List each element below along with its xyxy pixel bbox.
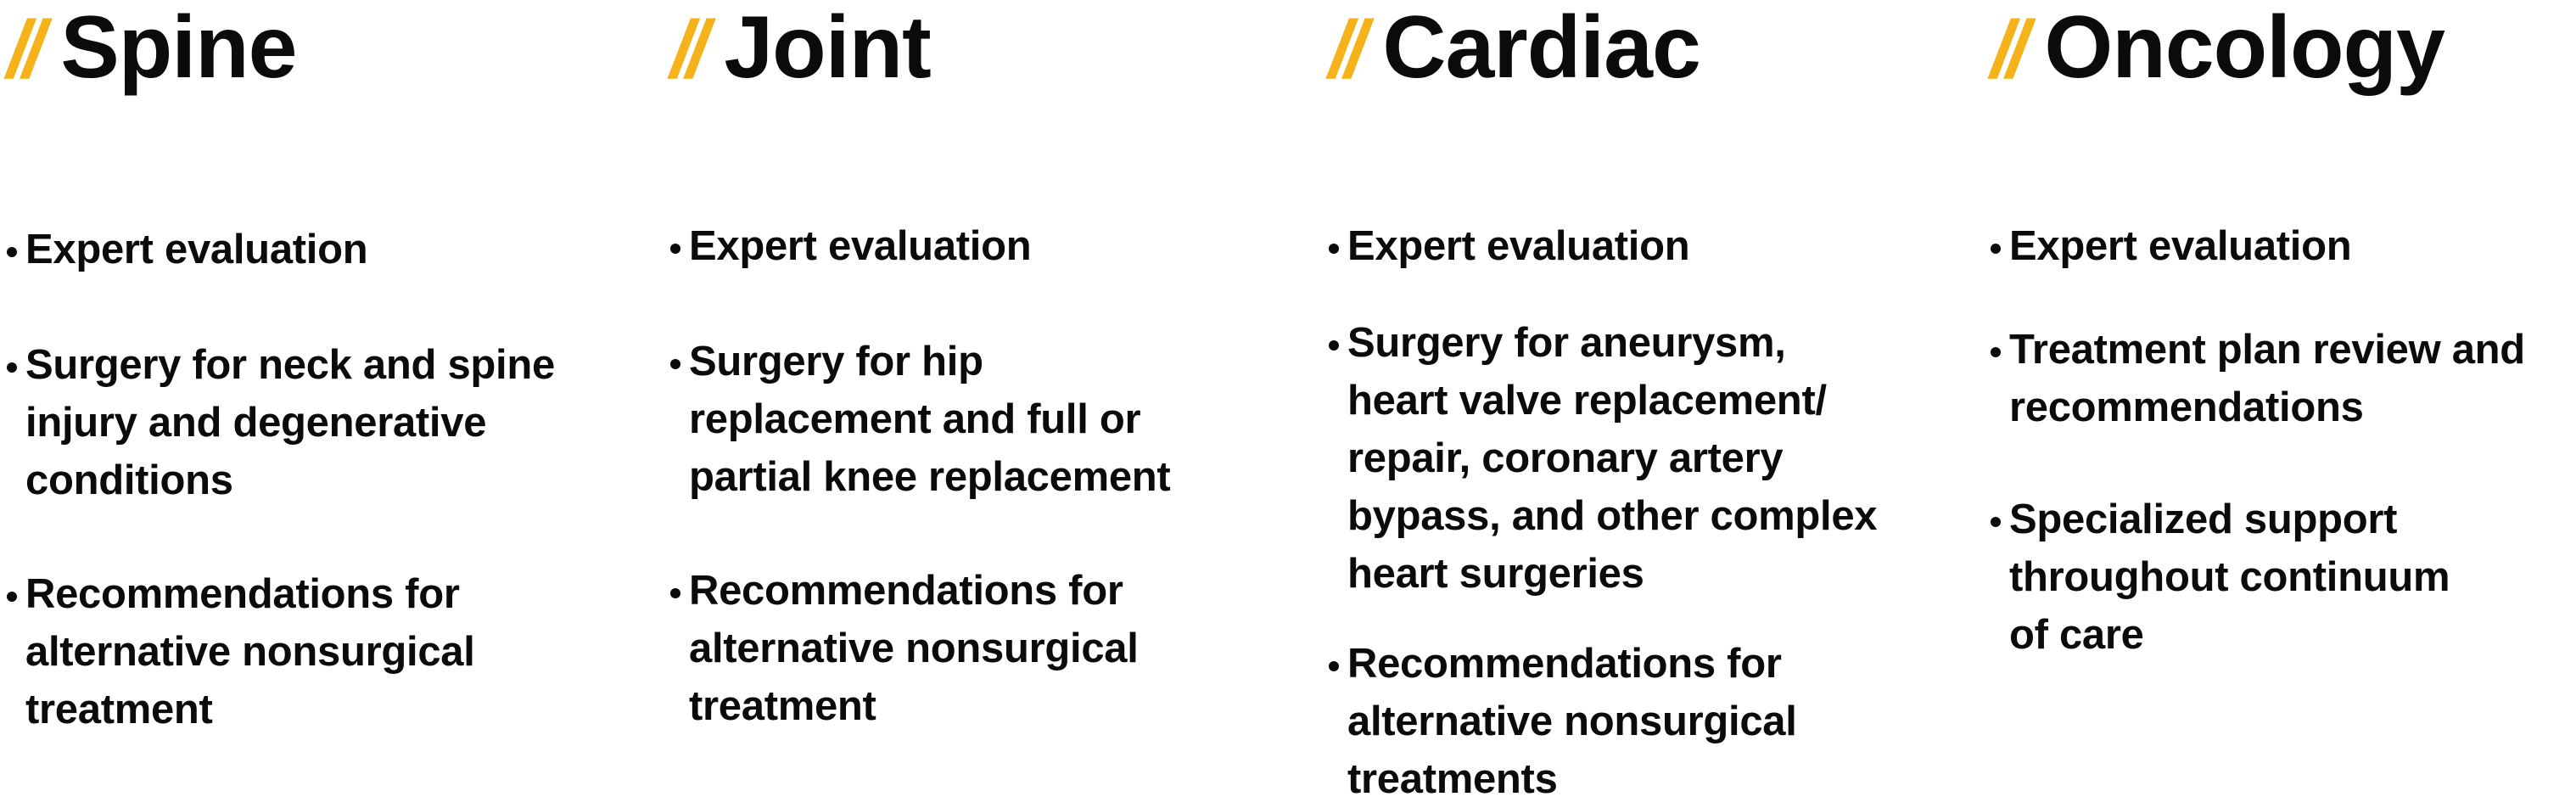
list-item-text: Surgery for hip replacement and full or partial knee replacement <box>689 339 1171 500</box>
list-item-text: Surgery for aneurysm, heart valve replacement/ repair, coronary artery bypass, and other complex heart surgeries <box>1347 320 1878 597</box>
list-item-text: Expert evaluation <box>2009 223 2352 269</box>
list-item-text: Expert evaluation <box>689 223 1032 269</box>
list-item <box>1329 635 1797 808</box>
list-item <box>1329 314 1877 603</box>
joint-title: Joint <box>724 0 931 97</box>
list-item <box>670 562 1139 735</box>
list-item-text: Recommendations for alternative nonsurgical treatment <box>689 568 1139 729</box>
slash-accent-icon: // <box>1329 4 1361 95</box>
oncology-heading <box>1991 0 2576 97</box>
list-item <box>7 221 367 278</box>
spine-title: Spine <box>60 0 297 97</box>
slash-accent-icon: // <box>7 4 39 95</box>
list-item <box>1991 217 2351 275</box>
cardiac-heading <box>1329 0 1974 97</box>
oncology-column <box>1991 0 2576 658</box>
list-item-text: Expert evaluation <box>25 227 368 272</box>
list-item <box>7 565 475 738</box>
list-item-text: Specialized support throughout continuum of care <box>2009 497 2450 658</box>
list-item-text: Recommendations for alternative nonsurgical treatment <box>25 571 475 732</box>
list-item <box>670 217 1031 275</box>
oncology-title: Oncology <box>2044 0 2444 97</box>
list-item-text: Surgery for neck and spine injury and degenerative conditions <box>25 342 555 503</box>
joint-column <box>670 0 1315 729</box>
cardiac-column <box>1329 0 1974 802</box>
slash-accent-icon: // <box>670 4 703 95</box>
slash-accent-icon: // <box>1991 4 2023 95</box>
cardiac-title: Cardiac <box>1382 0 1700 97</box>
spine-heading <box>7 0 652 97</box>
list-item <box>670 333 1170 506</box>
joint-heading <box>670 0 1315 97</box>
list-item <box>1991 491 2450 664</box>
list-item <box>1329 217 1689 275</box>
list-item-text: Treatment plan review and recommendations <box>2009 327 2525 430</box>
list-item <box>1991 321 2525 436</box>
spine-column <box>7 0 652 732</box>
list-item <box>7 336 555 509</box>
list-item-text: Expert evaluation <box>1347 223 1690 269</box>
list-item-text: Recommendations for alternative nonsurgical treatments <box>1347 641 1797 802</box>
